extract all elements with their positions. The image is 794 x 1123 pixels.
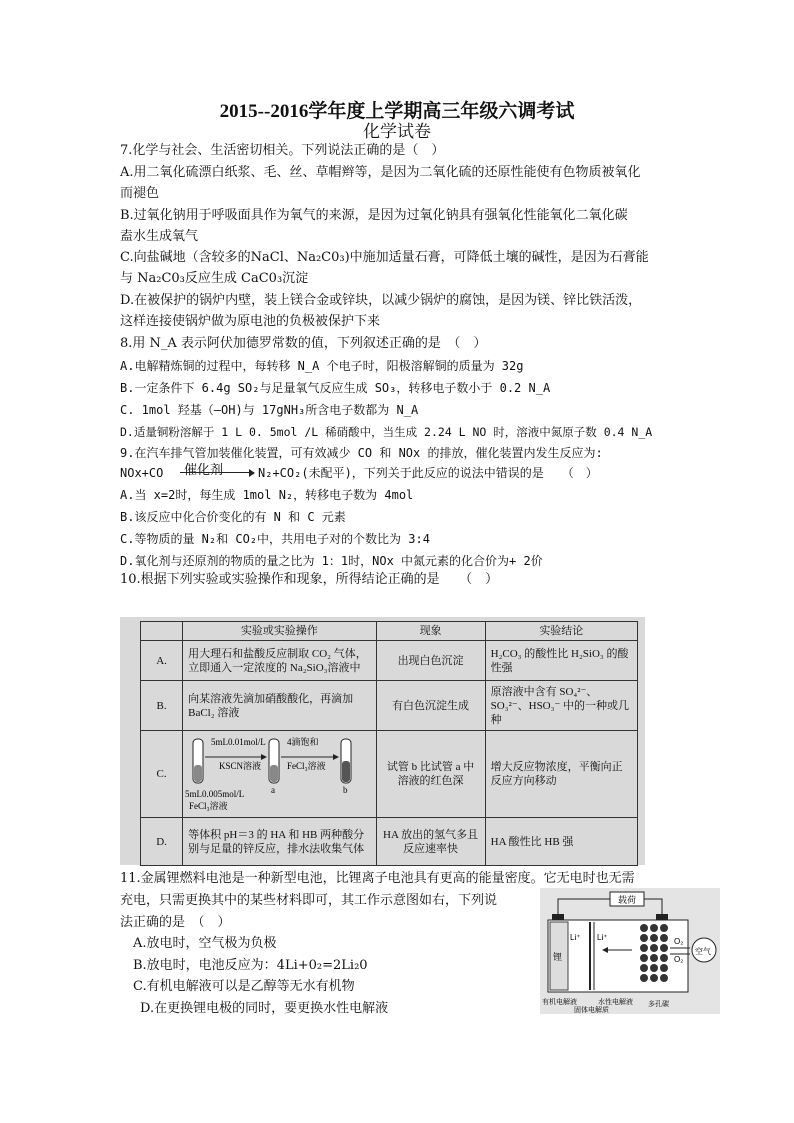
table-row — [141, 731, 638, 818]
q8-option-c: C. 1mol 羟基（—OH)与 17gNH₃所含电子数都为 N_A — [120, 403, 419, 417]
lithium-battery-figure — [540, 888, 720, 1014]
q11-option-c: C.有机电解液可以是乙醇等无水有机物 — [133, 979, 355, 994]
table-row — [141, 818, 638, 866]
battery-diagram — [540, 888, 720, 1014]
row-operation: 等体积 pH＝3 的 HA 和 HB 两种酸分别与足量的锌反应，排水法收集气体 — [183, 818, 376, 866]
reaction-arrow-icon — [180, 472, 254, 473]
q10-table-image — [120, 617, 645, 865]
q9-catalyst-label: 催化剂 — [184, 463, 224, 478]
row-conclusion: H₂CO₃ 的酸性比 H₂SiO₃ 的酸性强 — [485, 641, 637, 681]
row-operation-diagram — [183, 731, 376, 818]
q9-option-b: B.该反应中化合价变化的有 N 和 C 元素 — [120, 510, 346, 524]
q7-option-b-line2: 盍水生成氧气 — [120, 229, 199, 244]
tube-label-initial-fecl3: FeCl₃溶液 — [189, 801, 228, 811]
q7-option-d-line1: D.在被保护的锅炉内壁，装上镁合金或锌块，以减少锅炉的腐蚀，是因为镁、锌比铁活泼， — [120, 293, 642, 308]
q11-stem-line2: 充电，只需更换其中的某些材料即可，其工作示意图如右，下列说 — [120, 893, 498, 908]
row-phenomenon: 出现白色沉淀 — [376, 641, 485, 681]
test-tube-icon — [269, 739, 279, 783]
row-operation: 向某溶液先滴加硝酸酸化，再滴加 BaCl₂ 溶液 — [183, 681, 376, 731]
test-tube-diagram — [183, 731, 361, 813]
li-ion-label-right: Li⁺ — [597, 933, 608, 942]
air-label: 空气 — [695, 947, 711, 956]
lithium-label: 锂 — [553, 952, 563, 962]
q11-option-d: D.在更换锂电极的同时，要更换水性电解液 — [140, 1001, 389, 1016]
row-conclusion: 原溶液中含有 SO₄²⁻、SO₃²⁻、HSO₃⁻ 中的一种或几种 — [485, 681, 637, 731]
row-conclusion: HA 酸性比 HB 强 — [485, 818, 637, 866]
load-label: 载荷 — [618, 895, 637, 905]
row-phenomenon: HA 放出的氢气多且反应速率快 — [376, 818, 485, 866]
table-header-cell: 现象 — [376, 622, 485, 641]
row-phenomenon: 有白色沉淀生成 — [376, 681, 485, 731]
o2-label-top: O₂ — [674, 937, 684, 946]
q9-equation-right: N₂+CO₂(未配平)，下列关于此反应的说法中错误的是 （ ） — [258, 466, 598, 480]
li-ion-label-left: Li⁺ — [570, 933, 581, 942]
q9-option-a: A.当 x=2时，每生成 1mol N₂，转移电子数为 4mol — [120, 488, 414, 502]
tube-label-fecl3: FeCl₃溶液 — [287, 761, 326, 771]
q9-equation-left: NOx+CO — [120, 466, 164, 480]
tube-label-conc: 5mL0.01mol/L — [211, 737, 266, 747]
organic-electrolyte-label: 有机电解液 — [542, 999, 577, 1006]
q8-stem: 8.用 N_A 表示阿伏加德罗常数的值，下列叙述正确的是 （ ） — [120, 336, 487, 351]
o2-label-bottom: O₂ — [674, 955, 684, 964]
table-row — [141, 641, 638, 681]
q8-option-d: D.适量铜粉溶解于 1 L 0. 5mol /L 稀硝酸中，当生成 2.24 L NO 时，溶液中氮原子数 0.4 N_A — [120, 425, 653, 439]
row-label: C. — [141, 731, 183, 818]
porous-carbon-label: 多孔碳 — [648, 1001, 669, 1008]
q9-option-c: C.等物质的量 N₂和 CO₂中，共用电子对的个数比为 3:4 — [120, 532, 430, 546]
tube-label-a: a — [271, 785, 276, 795]
q10-experiment-table — [140, 621, 638, 866]
q11-stem-line3: 法正确的是 （ ） — [120, 915, 231, 930]
q10-stem: 10.根据下列实验或实验操作和现象，所得结论正确的是 （ ） — [120, 572, 499, 587]
row-label: A. — [141, 641, 183, 681]
row-label: B. — [141, 681, 183, 731]
tube-label-kscn: KSCN溶液 — [219, 761, 262, 771]
q9-option-d: D.氧化剂与还原剂的物质的量之比为 1：1时，NOx 中氮元素的化合价为+ 2价 — [120, 554, 543, 568]
table-header-row — [141, 622, 638, 641]
table-header-cell: 实验或实验操作 — [183, 622, 376, 641]
exam-title: 2015--2016学年度上学期高三年级六调考试 — [219, 101, 575, 122]
q11-stem-line1: 11.金属锂燃料电池是一种新型电池，比锂离子电池具有更高的能量密度。它无电时也无需 — [120, 871, 635, 886]
row-operation: 用大理石和盐酸反应制取 CO₂ 气体，立即通入一定浓度的 Na₂SiO₃溶液中 — [183, 641, 376, 681]
q8-option-a: A.电解精炼铜的过程中，每转移 N_A 个电子时，阳极溶解铜的质量为 32g — [120, 359, 524, 373]
q8-option-b: B.一定条件下 6.4g SO₂与足量氧气反应生成 SO₃，转移电子数小于 0.2 N_A — [120, 381, 551, 395]
test-tube-icon — [341, 739, 351, 783]
solid-electrolyte-label: 固体电解质 — [574, 1007, 609, 1014]
tube-label-b: b — [343, 785, 348, 795]
test-tube-icon — [193, 739, 203, 783]
q11-option-b: B.放电时，电池反应为：4Li+0₂=2Li₂0 — [133, 958, 368, 973]
row-conclusion: 增大反应物浓度，平衡向正反应方向移动 — [485, 731, 637, 818]
q7-option-b-line1: B.过氧化钠用于呼吸面具作为氧气的来源，是因为过氧化钠具有强氧化性能氧化二氧化碳 — [120, 208, 628, 223]
q7-option-c-line2: 与 Na₂C0₃反应生成 CaC0₃沉淀 — [120, 271, 309, 286]
q7-option-c-line1: C.向盐碱地（含较多的NaCl、Na₂C0₃)中施加适量石膏，可降低土壤的碱性，是因为石膏能 — [120, 250, 649, 265]
q7-option-a-line2: 而褪色 — [120, 186, 160, 201]
tube-label-initial: 5mL0.005mol/L — [185, 789, 245, 799]
row-phenomenon: 试管 b 比试管 a 中溶液的红色深 — [376, 731, 485, 818]
q7-option-a-line1: A.用二氧化硫漂白纸浆、毛、丝、草帽辫等，是因为二氧化硫的还原性能使有色物质被氧化 — [120, 165, 641, 180]
aqueous-electrolyte-label: 水性电解液 — [598, 999, 633, 1006]
q7-option-d-line2: 这样连接使锅炉做为原电池的负极被保护下来 — [120, 314, 381, 329]
table-header-cell: 实验结论 — [485, 622, 637, 641]
row-label: D. — [141, 818, 183, 866]
exam-subtitle: 化学试卷 — [363, 122, 431, 141]
tube-label-drops: 4滴饱和 — [287, 737, 319, 747]
q7-stem: 7.化学与社会、生活密切相关。下列说法正确的是（ ） — [120, 143, 445, 158]
table-header-cell — [141, 622, 183, 641]
q9-stem: 9.在汽车排气管加装催化装置，可有效减少 CO 和 NOx 的排放，催化装置内发生反应为: — [120, 446, 603, 460]
q11-option-a: A.放电时，空气极为负极 — [133, 936, 277, 951]
table-row — [141, 681, 638, 731]
